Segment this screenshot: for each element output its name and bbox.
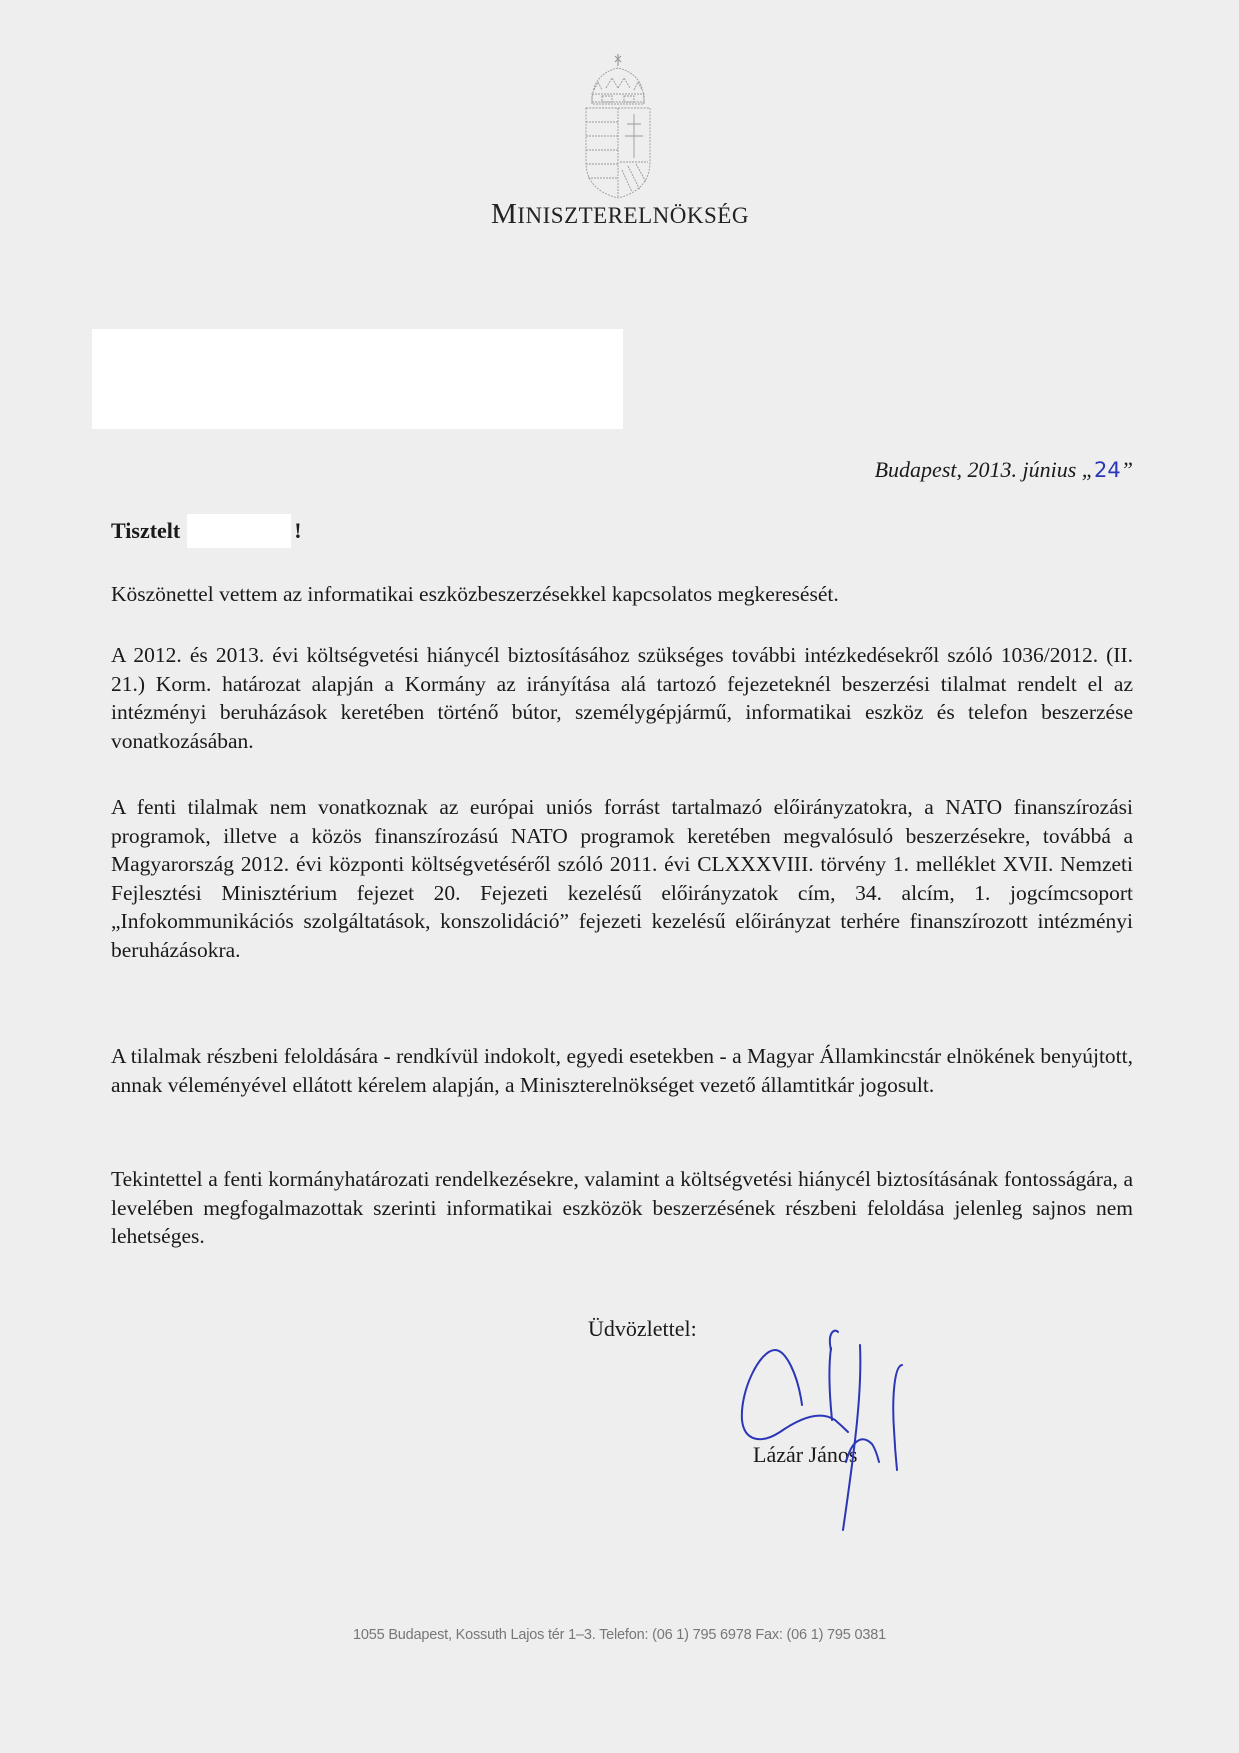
ministry-name	[440, 198, 800, 231]
handwritten-signature	[720, 1320, 920, 1540]
coat-of-arms-emblem	[572, 50, 664, 200]
date-handwritten-day: 24	[1094, 458, 1121, 482]
signer-name: Lázár János	[753, 1442, 858, 1467]
greeting	[111, 514, 302, 548]
body-paragraph-1: Köszönettel vettem az informatikai eszközbeszerzésekkel kapcsolatos megkeresését.	[111, 582, 839, 606]
ministry-name-rest: INISZTERELNÖKSÉG	[517, 203, 749, 228]
body-paragraph-5: Tekintettel a fenti kormányhatározati rendelkezésekre, valamint a költségvetési hiánycél biztosításának fontosságára, a levelében megfogalmazottak szerinti informatikai eszközök beszerzésének részbeni feloldása jelenleg sajnos nem lehetséges.	[111, 1167, 1133, 1248]
ministry-name-initial: M	[491, 198, 518, 230]
closing-salutation: Üdvözlettel:	[588, 1316, 697, 1341]
body-paragraph-3: A fenti tilalmak nem vonatkoznak az európai uniós forrást tartalmazó előirányzatokra, a NATO finanszírozási programok, illetve a közös finanszírozású NATO programok keretében megvalósuló beszerzésekre, továbbá a Magyarország 2012. évi központi költségvetéséről szóló 2011. évi CLXXXVIII. törvény 1. melléklet XVII. Nemzeti Fejlesztési Minisztérium fejezet 20. Fejezeti kezelésű előirányzatok cím, 34. alcím, 1. jogcímcsoport „Infokommunikációs szolgáltatások, konszolidáció” fejezeti kezelésű előirányzat terhére finanszírozott intézményi beruházásokra.	[111, 795, 1133, 962]
date-closing-quote: ”	[1120, 457, 1133, 482]
footer-contact: 1055 Budapest, Kossuth Lajos tér 1–3. Telefon: (06 1) 795 6978 Fax: (06 1) 795 0381	[353, 1627, 886, 1643]
body-paragraph-2: A 2012. és 2013. évi költségvetési hiánycél biztosításához szükséges további intézkedésekről szóló 1036/2012. (II. 21.) Korm. határozat alapján a Kormány az irányítása alá tartozó fejezeteknél beszerzési tilalmat rendelt el az intézményi beruházások keretében történő bútor, személygépjármű, informatikai eszköz és telefon beszerzése vonatkozásában.	[111, 643, 1133, 753]
greeting-exclamation: !	[294, 518, 302, 543]
date-line	[875, 457, 1133, 483]
body-paragraph-4: A tilalmak részbeni feloldására - rendkívül indokolt, egyedi esetekben - a Magyar Államkincstár elnökének benyújtott, annak véleményével ellátott kérelem alapján, a Miniszterelnökséget vezető államtitkár jogosult.	[111, 1044, 1133, 1097]
date-printed: Budapest, 2013. június „	[874, 457, 1095, 482]
redacted-address-block	[92, 329, 623, 429]
greeting-salutation: Tisztelt	[111, 518, 181, 543]
redacted-recipient-name	[187, 514, 291, 548]
